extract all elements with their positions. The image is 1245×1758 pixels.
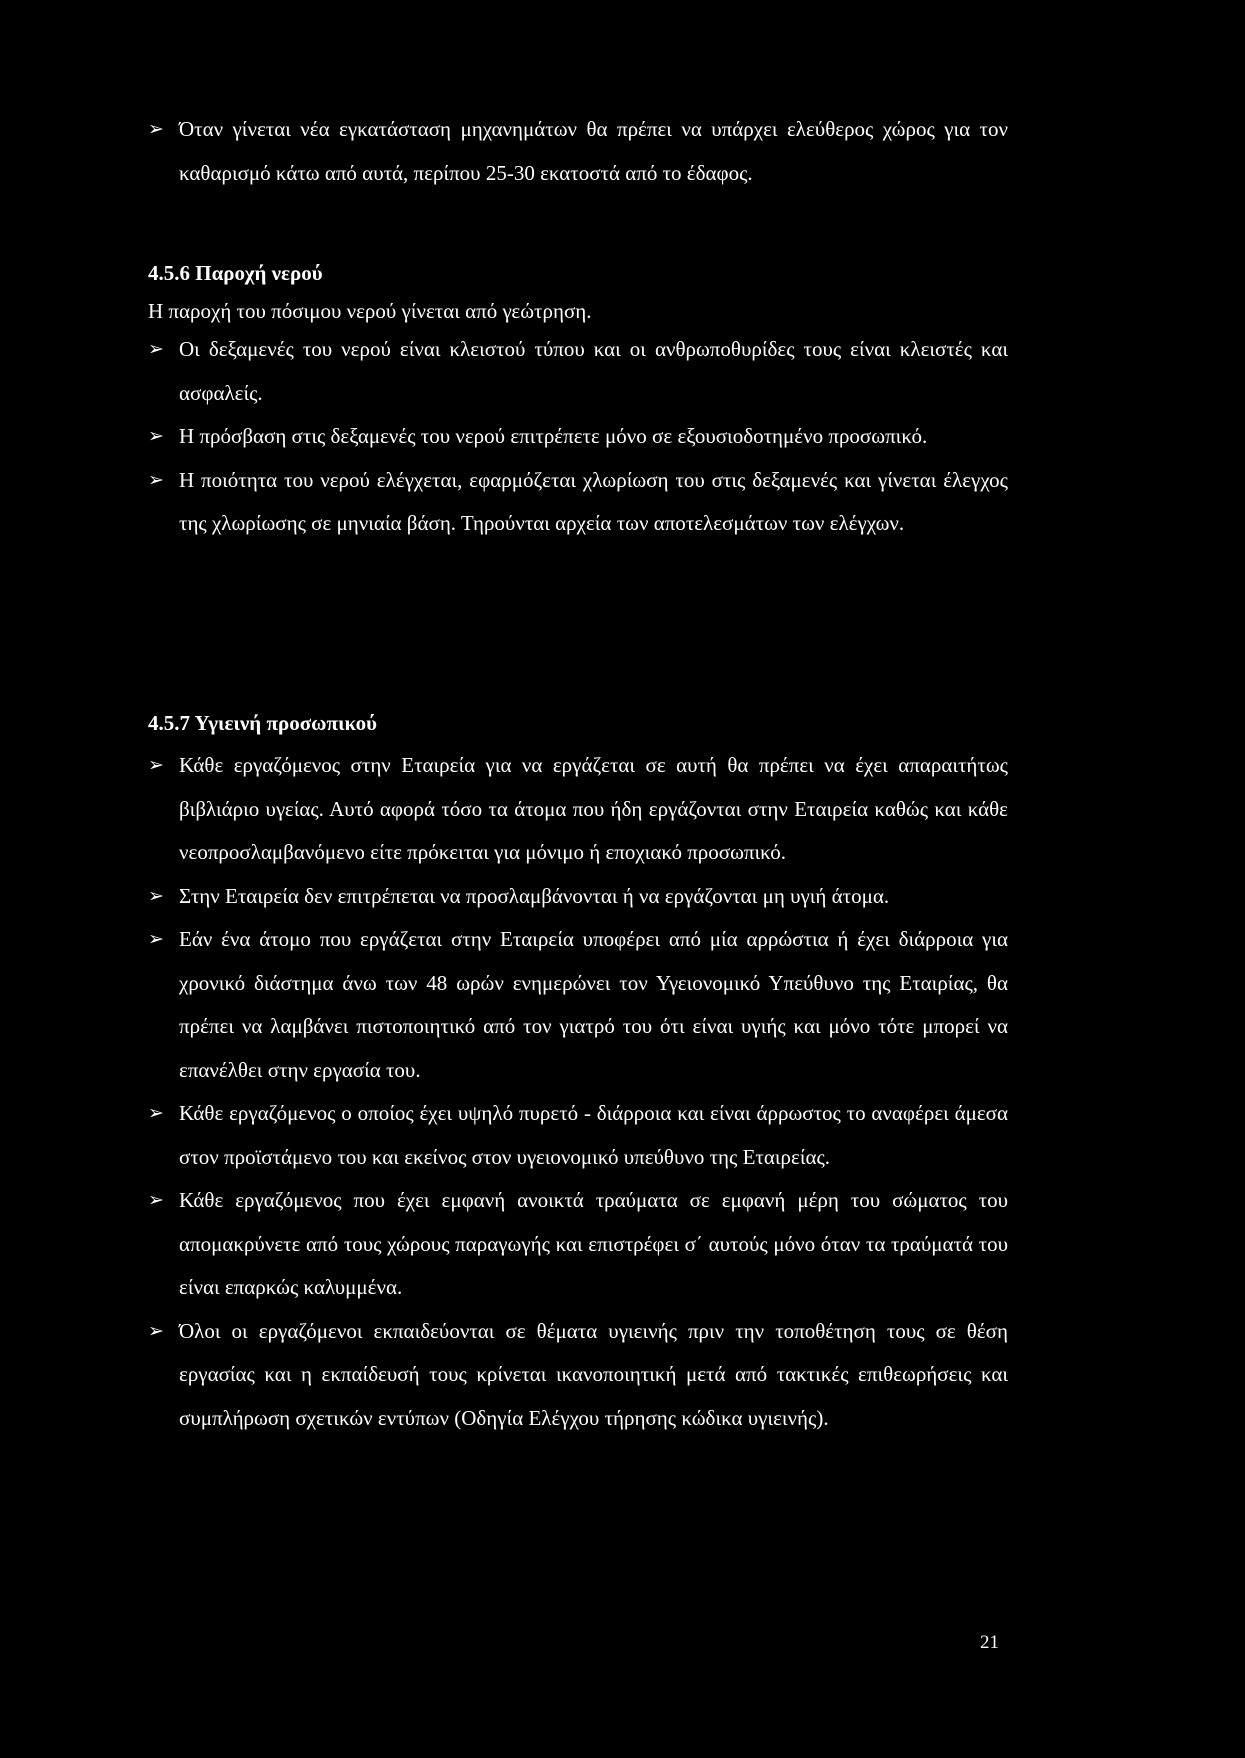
section-intro-text: Η παροχή του πόσιμου νερού γίνεται από γεώτρηση. bbox=[148, 299, 592, 323]
arrow-bullet-icon: ➢ bbox=[148, 1103, 164, 1124]
arrow-bullet-icon: ➢ bbox=[148, 929, 164, 950]
list-item-text: Κάθε εργαζόμενος που έχει εμφανή ανοικτά τραύματα σε εμφανή μέρη του σώματος του απομακρύνετε από τους χώρους παραγωγής και επιστρέφει σ΄ αυτούς μόνο όταν τα τραύματά του είναι επαρκώς καλυμμένα. bbox=[179, 1188, 1008, 1299]
section-4-5-6-list bbox=[148, 328, 1008, 546]
list-item bbox=[148, 1092, 1008, 1179]
intro-block bbox=[148, 108, 1008, 195]
list-item-text: Όλοι οι εργαζόμενοι εκπαιδεύονται σε θέματα υγιεινής πριν την τοποθέτηση τους σε θέση εργασίας και η εκπαίδευσή τους κρίνεται ικανοποιητική μετά από τακτικές επιθεωρήσεις και συμπλήρωση σχετικών εντύπων (Οδηγία Ελέγχου τήρησης κώδικα υγιεινής). bbox=[179, 1318, 1008, 1430]
list-item bbox=[148, 108, 1008, 195]
list-item bbox=[148, 744, 1008, 875]
section-number: 4.5.6 bbox=[148, 261, 190, 285]
list-item bbox=[148, 1310, 1008, 1441]
arrow-bullet-icon: ➢ bbox=[148, 885, 164, 907]
section-4-5-7 bbox=[148, 708, 1008, 738]
list-item-text: Η ποιότητα του νερού ελέγχεται, εφαρμόζεται χλωρίωση του στις δεξαμενές και γίνεται έλεγχος της χλωρίωσης σε μηνιαία βάση. Τηρούνται αρχεία των αποτελεσμάτων των ελέγχων. bbox=[179, 467, 1008, 535]
arrow-bullet-icon: ➢ bbox=[148, 426, 164, 447]
section-title: Υγιεινή προσωπικού bbox=[194, 711, 377, 735]
page-number: 21 bbox=[980, 1632, 999, 1653]
list-item-text: Όταν γίνεται νέα εγκατάσταση μηχανημάτων θα πρέπει να υπάρχει ελεύθερος χώρος για τον καθαρισμό κάτω από αυτά, περίπου 25-30 εκατοστά από το έδαφος. bbox=[179, 117, 1008, 185]
list-item-text: Κάθε εργαζόμενος ο οποίος έχει υψηλό πυρετό - διάρροια και είναι άρρωστος το αναφέρει άμεσα στον προϊστάμενο του και εκείνος στον υγειονομικό υπεύθυνο της Εταιρείας. bbox=[179, 1101, 1008, 1169]
section-heading bbox=[148, 708, 1008, 738]
arrow-bullet-icon: ➢ bbox=[148, 339, 164, 360]
list-item bbox=[148, 875, 1008, 919]
list-item bbox=[148, 328, 1008, 415]
section-4-5-6 bbox=[148, 258, 1008, 288]
list-item-text: Η πρόσβαση στις δεξαμενές του νερού επιτρέπετε μόνο σε εξουσιοδοτημένο προσωπικό. bbox=[179, 424, 928, 448]
arrow-bullet-icon: ➢ bbox=[148, 1190, 164, 1211]
list-item bbox=[148, 415, 1008, 459]
list-item-text: Εάν ένα άτομο που εργάζεται στην Εταιρεία υποφέρει από μία αρρώστια ή έχει διάρροια για χρονικό διάστημα άνω των 48 ωρών ενημερώνει τον Υγειονομικό Υπεύθυνο της Εταιρίας, θα πρέπει να λαμβάνει πιστοποιητικό από τον γιατρό του ότι είναι υγιής και μόνο τότε μπορεί να επανέλθει στην εργασία του. bbox=[179, 927, 1008, 1082]
list-item bbox=[148, 918, 1008, 1092]
list-item-text: Οι δεξαμενές του νερού είναι κλειστού τύπου και οι ανθρωποθυρίδες τους είναι κλειστές και ασφαλείς. bbox=[179, 337, 1008, 405]
arrow-bullet-icon: ➢ bbox=[148, 469, 164, 491]
arrow-bullet-icon: ➢ bbox=[148, 755, 164, 776]
section-4-5-7-list bbox=[148, 744, 1008, 1440]
section-number: 4.5.7 bbox=[148, 711, 190, 735]
list-item bbox=[148, 1179, 1008, 1310]
section-4-5-6-body bbox=[148, 294, 1008, 328]
arrow-bullet-icon: ➢ bbox=[148, 119, 164, 140]
list-item-text: Στην Εταιρεία δεν επιτρέπεται να προσλαμβάνονται ή να εργάζονται μη υγιή άτομα. bbox=[179, 883, 890, 908]
section-title: Παροχή νερού bbox=[195, 261, 323, 285]
list-item-text: Κάθε εργαζόμενος στην Εταιρεία για να εργάζεται σε αυτή θα πρέπει να έχει απαραιτήτως βιβλιάριο υγείας. Αυτό αφορά τόσο τα άτομα που ήδη εργάζονται στην Εταιρεία καθώς και κάθε νεοπροσλαμβανόμενο είτε πρόκειται για μόνιμο ή εποχιακό προσωπικό. bbox=[179, 753, 1008, 864]
arrow-bullet-icon: ➢ bbox=[148, 1320, 164, 1342]
list-item bbox=[148, 459, 1008, 546]
section-heading bbox=[148, 258, 1008, 288]
